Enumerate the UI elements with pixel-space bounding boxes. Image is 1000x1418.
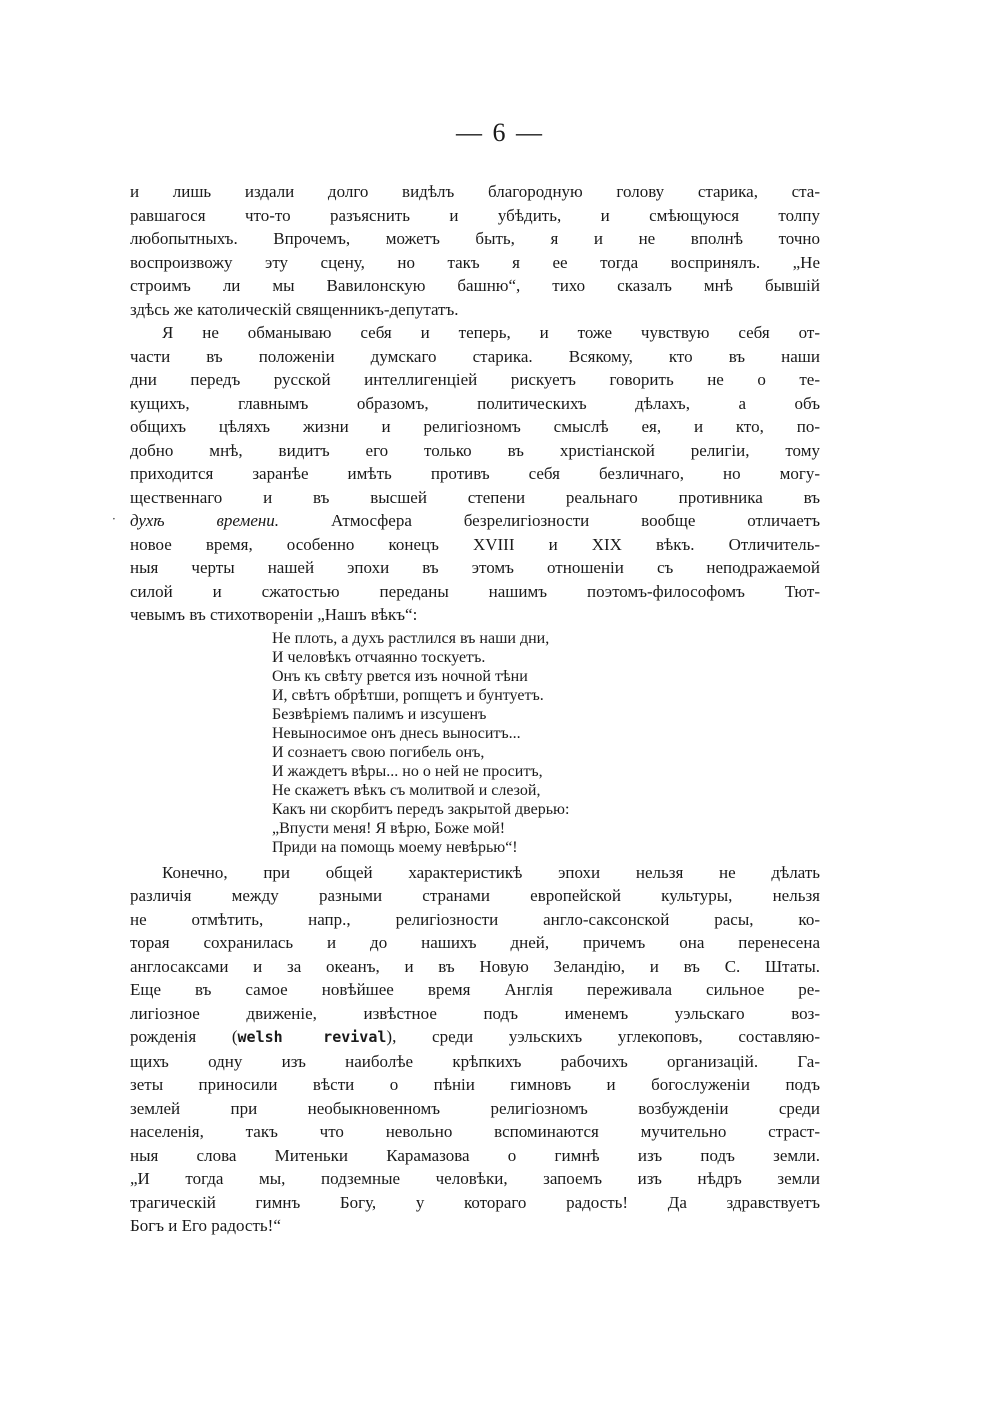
text-line: общихъ цѣляхъ жизни и религіозномъ смыслѣ ея, и кто, по-: [130, 417, 820, 436]
poem-verse: Приди на помощь моему невѣрью“!: [272, 838, 518, 856]
poem-verse: Какъ ни скорбитъ передъ закрытой дверью:: [272, 800, 570, 818]
text-line: ныя черты нашей эпохи въ этомъ отношеніи съ неподражаемой: [130, 558, 820, 577]
text-line: населенія, такъ что невольно вспоминаются мучительно страст-: [130, 1122, 820, 1141]
text-line: ныя слова Митеньки Карамазова о гимнѣ изъ подъ земли.: [130, 1145, 820, 1165]
text-line: силой и сжатостью переданы нашимъ поэтомъ-философомъ Тют-: [130, 581, 820, 601]
text-line: Я не обманываю себя и теперь, и тоже чувствую себя от-: [162, 323, 820, 342]
text-line: дни передъ русской интеллигенціей рискуетъ говорить не о те-: [130, 370, 820, 389]
text-line: Конечно, при общей характеристикѣ эпохи нельзя не дѣлать: [162, 862, 820, 882]
text-line: различія между разными странами европейской культуры, нельзя: [130, 886, 820, 905]
text-line: любопытныхъ. Впрочемъ, можетъ быть, я и не вполнѣ точно: [130, 229, 820, 248]
text-line: Еще въ самое новѣйшее время Англія переживала сильное ре-: [130, 980, 820, 999]
text-line: лигіозное движеніе, извѣстное подъ именемъ уэльскаго воз-: [130, 1003, 820, 1023]
text-line: новое время, особенно конецъ XVIII и XIX вѣкъ. Отличитель-: [130, 534, 820, 554]
text-line: кущихъ, главнымъ образомъ, политическихъ дѣлахъ, а объ: [130, 393, 820, 413]
text-line: щественнаго и въ высшей степени реальнаго противника въ: [130, 487, 820, 507]
text-line: Богъ и Его радость!“: [130, 1216, 281, 1235]
poem-verse: Не скажетъ вѣкъ съ молитвой и слезой,: [272, 781, 541, 799]
body-text: [130, 180, 820, 1238]
italic-phrase: духѣ времени.: [130, 511, 280, 530]
poem-verse: Безвѣріемъ палимъ и изсушенъ: [272, 705, 487, 723]
poem-block: [272, 627, 820, 861]
paragraph-2: [130, 321, 820, 627]
text-line: землей при необыкновенномъ религіозномъ возбужденіи среди: [130, 1098, 820, 1118]
text-line: части въ положеніи думскаго старика. Всякому, кто въ наши: [130, 346, 820, 366]
poem-verse: Не плоть, а духъ растлился въ наши дни,: [272, 629, 550, 647]
poem-verse: И сознаетъ свою погибель онъ,: [272, 743, 485, 761]
margin-mark: ·: [112, 512, 116, 526]
foreign-term: welsh revival: [237, 1028, 387, 1046]
text-line: приходится заранѣе имѣть противъ себя безличнаго, но могу-: [130, 464, 820, 483]
text-line: и лишь издали долго видѣлъ благородную голову старика, ста-: [130, 182, 820, 201]
text-line: торая сохранилась и до нашихъ дней, причемъ она перенесена: [130, 933, 820, 952]
poem-verse: Невыносимое онъ днесь выноситъ...: [272, 724, 521, 742]
text-line: „И тогда мы, подземные человѣки, запоемъ изъ нѣдръ земли: [130, 1169, 820, 1188]
text-segment: рожденія (: [130, 1027, 238, 1046]
text-line: не отмѣтить, напр., религіозности англо-саксонской расы, ко-: [130, 909, 820, 929]
poem-verse: Онъ къ свѣту рвется изъ ночной тѣни: [272, 667, 528, 685]
paragraph-1: [130, 180, 820, 321]
text-line: трагическій гимнъ Богу, у котораго радость! Да здравствуетъ: [130, 1192, 820, 1212]
poem-verse: „Впусти меня! Я вѣрю, Боже мой!: [272, 819, 506, 837]
poem-verse: И, свѣтъ обрѣтши, ропщетъ и бунтуетъ.: [272, 686, 544, 704]
text-line: англосаксами и за океанъ, и въ Новую Зеландію, и въ С. Штаты.: [130, 956, 820, 976]
text-line-with-foreign-term: [130, 1025, 820, 1050]
poem-verse: И жаждетъ вѣры... но о ней не проситъ,: [272, 762, 543, 780]
text-line: равшагося что-то разъяснить и убѣдить, и смѣющуюся толпу: [130, 205, 820, 225]
text-line: воспроизвожу эту сцену, но такъ я ее тогда воспринялъ. „Не: [130, 252, 820, 272]
text-segment: Атмосфера безрелигіозности вообще отличаетъ: [279, 511, 820, 530]
text-line: здѣсь же католическій священникъ-депутатъ.: [130, 299, 459, 319]
text-line: щихъ одну изъ наиболѣе крѣпкихъ рабочихъ организацій. Га-: [130, 1051, 820, 1071]
text-line: чевымъ въ стихотвореніи „Нашъ вѣкъ“:: [130, 605, 418, 624]
text-line: зеты приносили вѣсти о пѣніи гимновъ и богослуженіи подъ: [130, 1075, 820, 1094]
text-line-with-italic: [130, 509, 820, 533]
text-segment: ), среди уэльскихъ углекоповъ, составляю-: [386, 1027, 820, 1046]
text-line: строимъ ли мы Вавилонскую башню“, тихо сказалъ мнѣ бывшій: [130, 276, 820, 295]
text-line: добно мнѣ, видитъ его только въ христіанской религіи, тому: [130, 440, 820, 460]
poem-verse: И человѣкъ отчаянно тоскуетъ.: [272, 648, 486, 666]
page-number: — 6 —: [456, 118, 544, 147]
paragraph-3: [130, 861, 820, 1238]
